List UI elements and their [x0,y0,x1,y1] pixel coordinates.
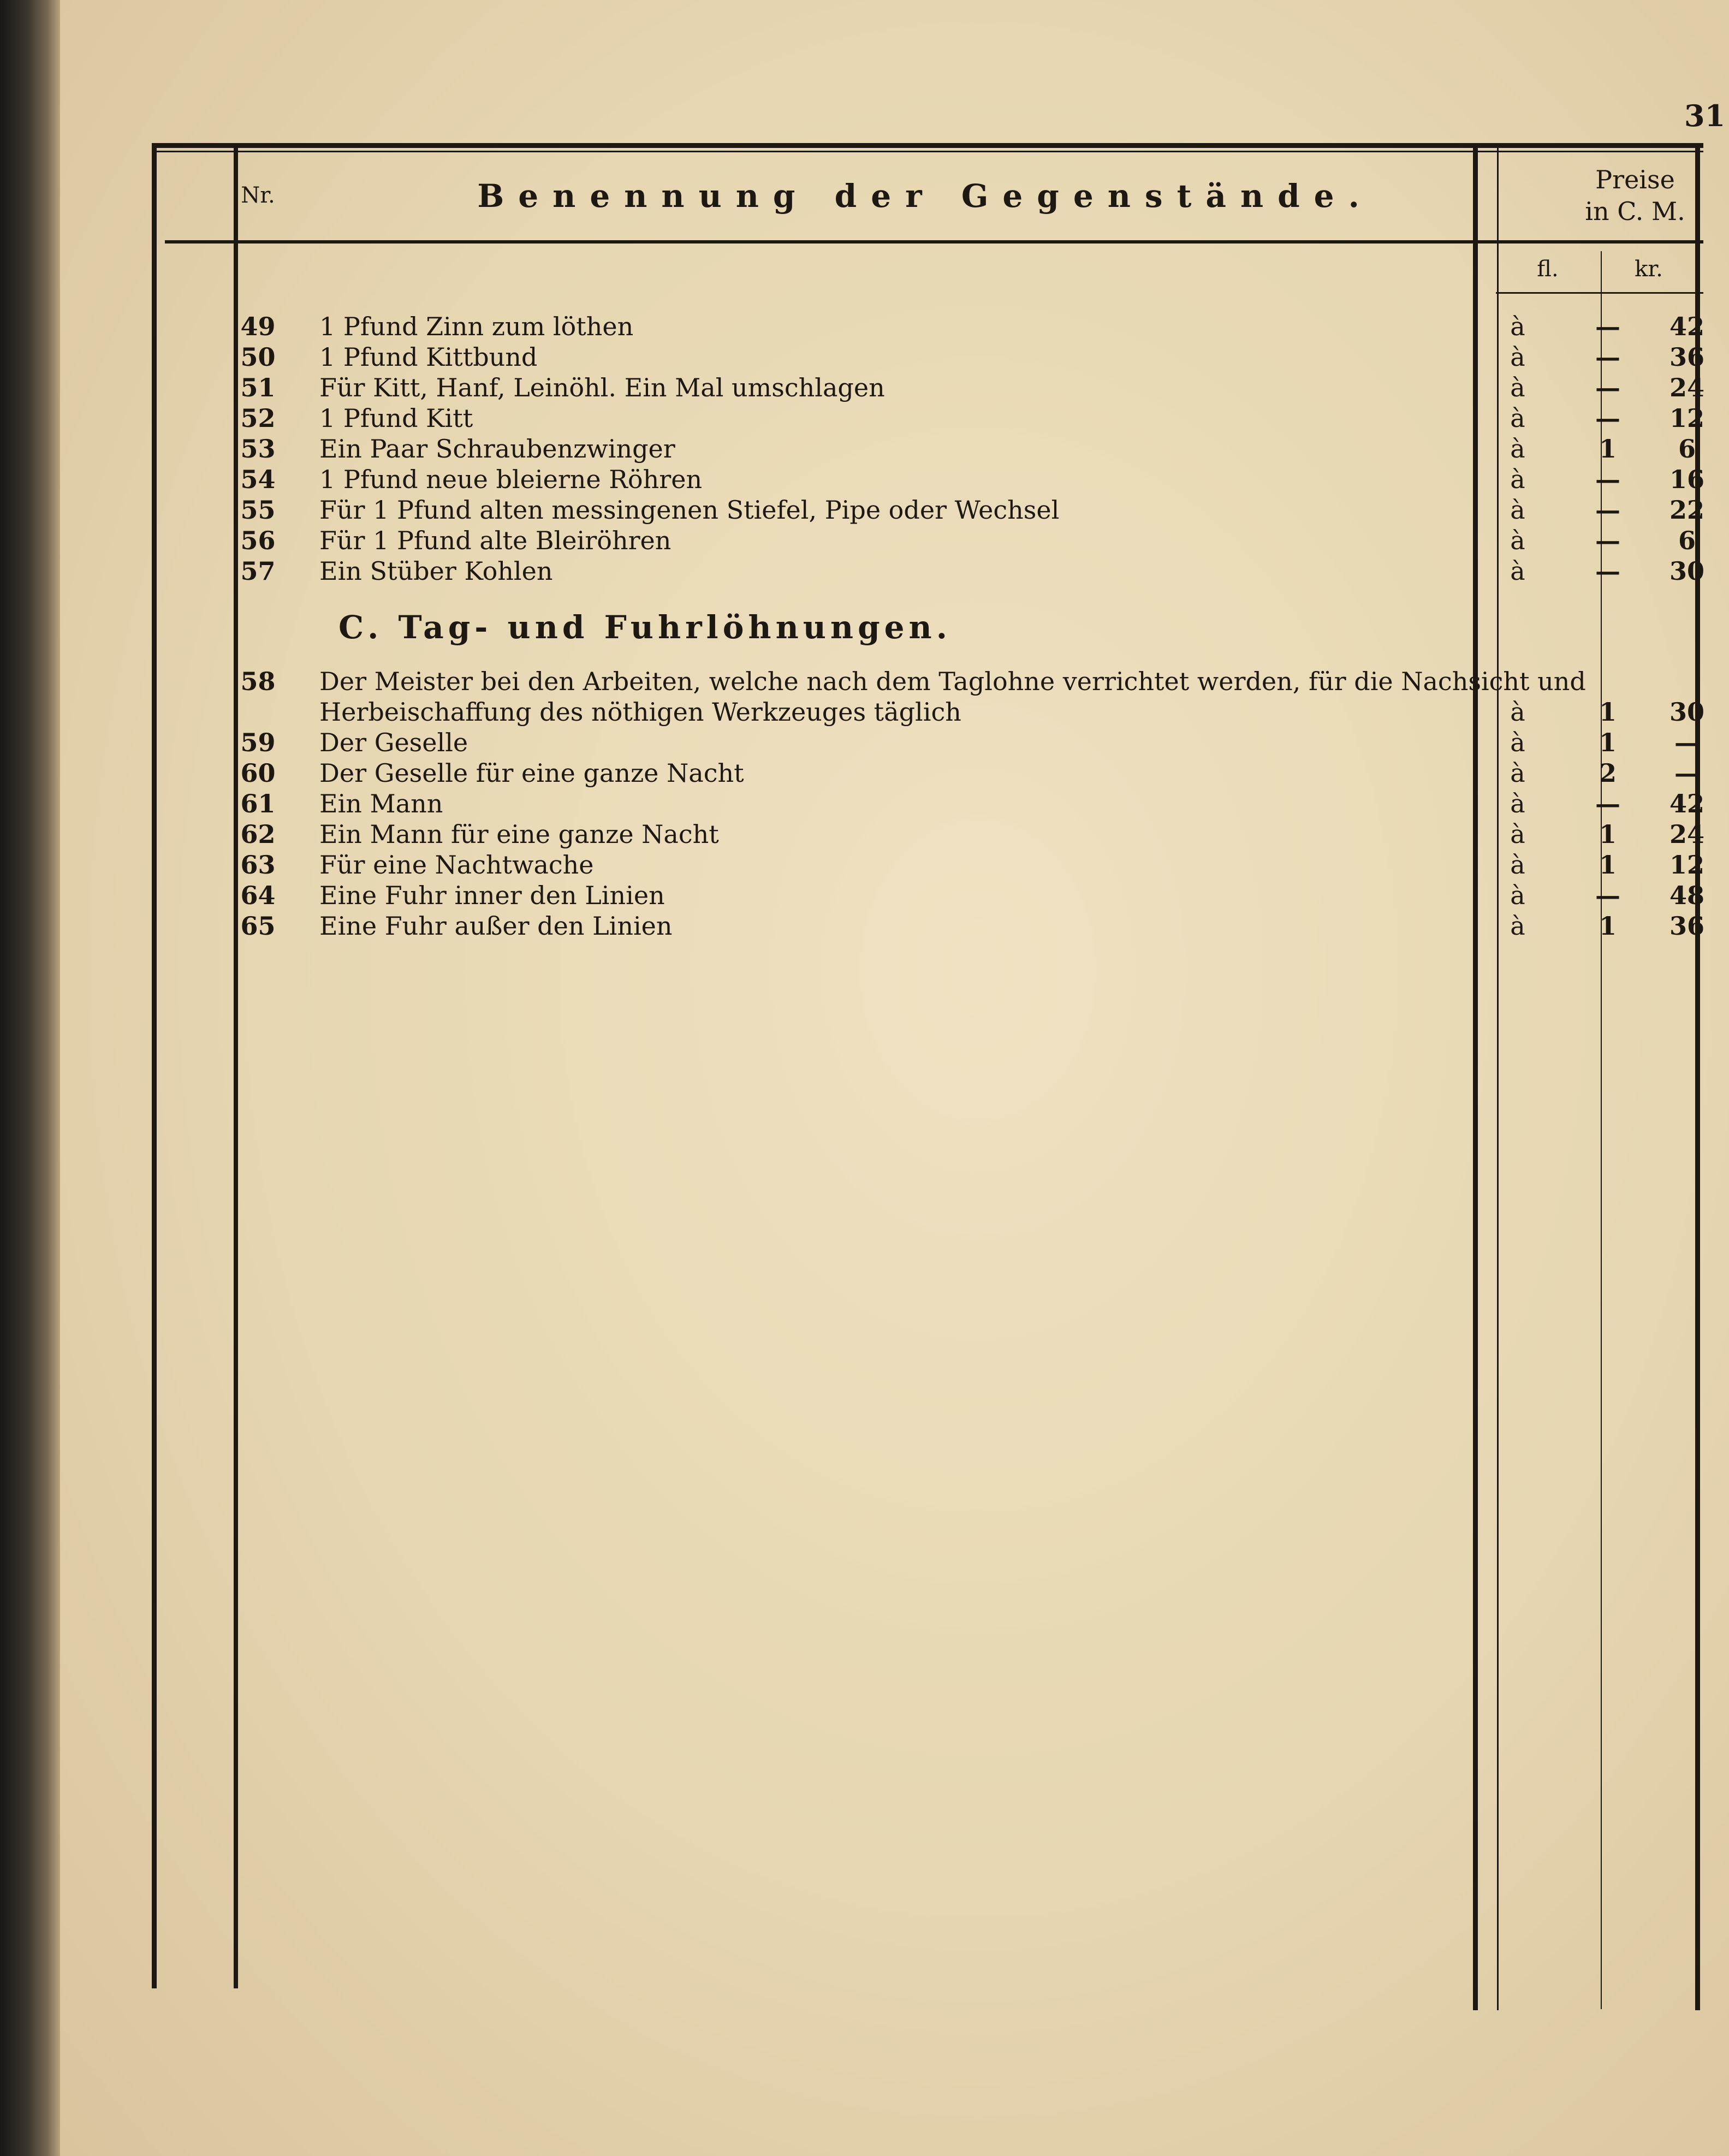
row-kr: 22 [1669,495,1704,525]
row-description: Eine Fuhr inner den Linien [319,881,665,910]
row-description: Für 1 Pfund alten messingenen Stiefel, Pipe oder Wechsel [319,495,1060,525]
table-row [224,758,1709,788]
price-header-line2: in C. M. [1585,197,1685,226]
row-fl: 1 [1599,850,1617,880]
row-a: à [1510,495,1525,525]
row-description: Eine Fuhr außer den Linien [319,911,673,941]
nr-column-header: Nr. [241,183,275,208]
row-number: 62 [240,819,276,849]
row-description: 1 Pfund neue bleierne Röhren [319,465,703,494]
leader-dots [1185,495,1490,525]
table-row [224,403,1709,433]
table-row [224,788,1709,819]
table-top-border-inner [153,151,1703,152]
row-number: 64 [240,881,276,910]
leader-dots [486,788,1490,819]
row-kr: 36 [1669,342,1704,372]
row-description: Ein Stüber Kohlen [319,556,553,586]
leader-dots [693,911,1490,941]
row-number: 55 [240,495,276,525]
row-number: 52 [240,403,276,433]
table-row [224,666,1709,697]
table-row [224,819,1709,850]
table-row [224,850,1709,880]
row-kr: 42 [1669,312,1704,341]
row-a: à [1510,526,1525,555]
row-description: Ein Mann für eine ganze Nacht [319,819,719,849]
leader-dots [715,525,1490,556]
row-a: à [1510,819,1525,849]
table-row [224,495,1709,525]
leader-dots [693,880,1490,911]
book-page [60,0,1729,2156]
row-number: 57 [240,556,276,586]
row-fl: — [1595,495,1620,525]
row-number: 65 [240,911,276,941]
row-fl: — [1595,789,1620,818]
row-kr: 30 [1669,556,1704,586]
table-row [224,342,1709,372]
row-number: 50 [240,342,276,372]
row-a: à [1510,697,1525,727]
row-number: 49 [240,312,276,341]
row-number: 54 [240,465,276,494]
row-fl: 1 [1599,434,1617,464]
row-description: Für 1 Pfund alte Bleiröhren [319,526,672,555]
price-column-header [1567,164,1703,227]
leader-dots [748,819,1490,850]
table-row [224,556,1709,586]
row-kr: 12 [1669,403,1704,433]
row-a: à [1510,789,1525,818]
row-kr: — [1674,728,1700,757]
leader-dots [748,758,1490,788]
row-number: 58 [240,667,276,696]
row-kr: 24 [1669,819,1704,849]
table-row [224,880,1709,911]
table-top-border [153,143,1703,148]
row-description: Ein Paar Schraubenzwinger [319,434,675,464]
row-description: Für eine Nachtwache [319,850,594,880]
row-description: Ein Mann [319,789,443,818]
row-a: à [1510,312,1525,341]
table-row [224,464,1709,495]
row-number: 60 [240,758,276,788]
row-kr: 36 [1669,911,1704,941]
table-row [224,911,1709,941]
row-a: à [1510,342,1525,372]
row-a: à [1510,881,1525,910]
row-a: à [1510,434,1525,464]
row-description: Der Geselle für eine ganze Nacht [319,758,744,788]
row-fl: — [1595,881,1620,910]
unit-row-rule [1496,292,1703,294]
row-number: 63 [240,850,276,880]
leader-dots [530,403,1490,433]
row-description: 1 Pfund Kitt [319,403,473,433]
table-row [224,727,1709,758]
left-outer-border [152,143,157,1988]
row-kr: 24 [1669,373,1704,402]
row-fl: — [1595,342,1620,372]
row-a: à [1510,465,1525,494]
leader-dots [1043,697,1490,727]
row-fl: 1 [1599,728,1617,757]
row-description: Der Meister bei den Arbeiten, welche nach dem Taglohne verrichtet werden, für die Nachsicht und [319,667,1586,696]
row-description: Herbeischaffung des nöthigen Werkzeuges täglich [319,697,961,727]
row-a: à [1510,911,1525,941]
row-number: 51 [240,373,276,402]
leader-dots [726,464,1490,495]
row-kr: 6 [1678,434,1696,464]
table-row [224,525,1709,556]
row-kr: 48 [1669,881,1704,910]
leader-dots [639,342,1490,372]
table-row [224,311,1709,342]
row-kr: 30 [1669,697,1704,727]
unit-fl-header: fl. [1537,257,1559,282]
row-description: Für Kitt, Hanf, Leinöhl. Ein Mal umschlagen [319,373,885,402]
table-row-continuation [224,697,1709,727]
row-fl: 1 [1599,911,1617,941]
unit-kr-header: kr. [1635,257,1663,282]
row-a: à [1510,728,1525,757]
row-a: à [1510,556,1525,586]
leader-dots [595,556,1490,586]
book-spine [0,0,60,2156]
row-kr: 16 [1669,465,1704,494]
section-heading: C. Tag- und Fuhrlöhnungen. [338,609,952,646]
row-fl: 1 [1599,697,1617,727]
row-description: 1 Pfund Zinn zum löthen [319,312,634,341]
row-a: à [1510,758,1525,788]
row-fl: — [1595,556,1620,586]
leader-dots [650,850,1490,880]
row-fl: — [1595,526,1620,555]
row-kr: 12 [1669,850,1704,880]
row-fl: 2 [1599,758,1617,788]
row-kr: 42 [1669,789,1704,818]
row-a: à [1510,850,1525,880]
leader-dots [994,372,1490,403]
leader-dots [715,433,1490,464]
description-column-header: Benennung der Gegenstände. [477,177,1374,215]
row-fl: — [1595,403,1620,433]
table-row [224,372,1709,403]
row-fl: 1 [1599,819,1617,849]
row-fl: — [1595,312,1620,341]
row-kr: 6 [1678,526,1696,555]
page-number: 31 [1684,98,1726,133]
leader-dots [672,311,1490,342]
row-description: Der Geselle [319,728,468,757]
price-header-line1: Preise [1595,165,1675,194]
table-row [224,433,1709,464]
row-number: 59 [240,728,276,757]
leader-dots [530,727,1490,758]
row-number: 56 [240,526,276,555]
row-kr: — [1674,758,1700,788]
row-fl: — [1595,465,1620,494]
row-number: 61 [240,789,276,818]
row-description: 1 Pfund Kittbund [319,342,538,372]
row-a: à [1510,403,1525,433]
row-fl: — [1595,373,1620,402]
row-number: 53 [240,434,276,464]
row-a: à [1510,373,1525,402]
